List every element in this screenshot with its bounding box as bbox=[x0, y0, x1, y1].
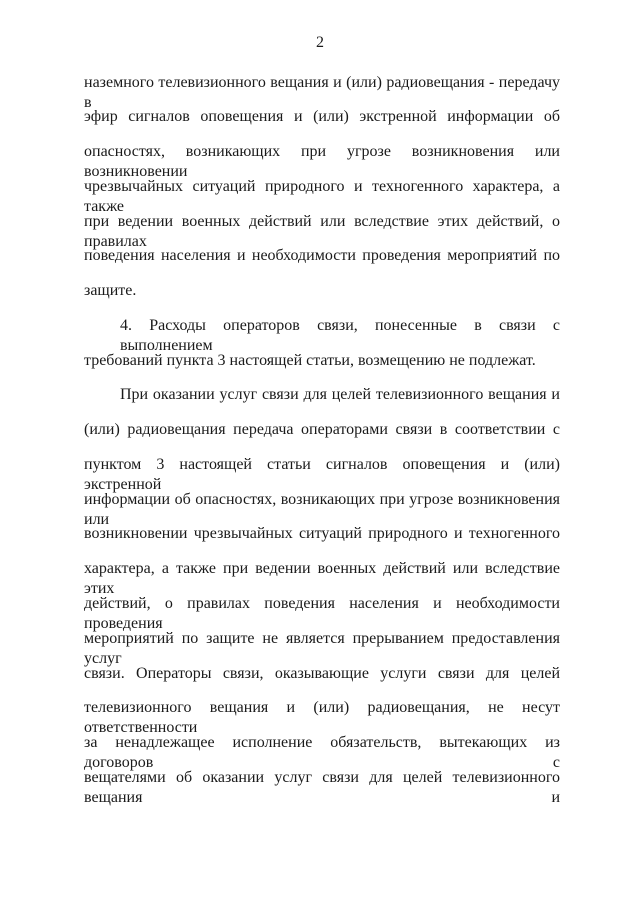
text-line: при ведении военных действий или вследствие этих действий, о правилах bbox=[84, 213, 560, 250]
text-line: чрезвычайных ситуаций природного и техногенного характера, а также bbox=[84, 178, 560, 215]
text-line: защите. bbox=[84, 282, 137, 299]
text-line: 4. Расходы операторов связи, понесенные в связи с выполнением bbox=[120, 317, 560, 354]
text-line: телевизионного вещания и (или) радиовещания, не несут ответственности bbox=[84, 699, 560, 736]
text-line: При оказании услуг связи для целей телевизионного вещания и bbox=[120, 386, 560, 403]
text-line: опасностях, возникающих при угрозе возникновения или возникновении bbox=[84, 143, 560, 180]
text-line: возникновении чрезвычайных ситуаций природного и техногенного bbox=[84, 525, 560, 542]
text-line: требований пункта 3 настоящей статьи, возмещению не подлежат. bbox=[84, 352, 536, 369]
text-line: характера, а также при ведении военных действий или вследствие этих bbox=[84, 560, 560, 597]
text-line: информации об опасностях, возникающих при угрозе возникновения или bbox=[84, 491, 560, 528]
text-line: мероприятий по защите не является прерыванием предоставления услуг bbox=[84, 630, 560, 667]
text-line: эфир сигналов оповещения и (или) экстренной информации об bbox=[84, 108, 560, 125]
text-line: связи. Операторы связи, оказывающие услуги связи для целей bbox=[84, 665, 560, 682]
text-line: за ненадлежащее исполнение обязательств, вытекающих из договоров с bbox=[84, 734, 560, 771]
text-line: (или) радиовещания передача операторами связи в соответствии с bbox=[84, 421, 560, 438]
text-line: действий, о правилах поведения населения и необходимости проведения bbox=[84, 595, 560, 632]
text-line: пунктом 3 настоящей статьи сигналов оповещения и (или) экстренной bbox=[84, 456, 560, 493]
text-line: поведения населения и необходимости проведения мероприятий по bbox=[84, 247, 560, 264]
text-line: наземного телевизионного вещания и (или) радиовещания - передачу в bbox=[84, 74, 560, 111]
page-number: 2 bbox=[316, 34, 324, 51]
text-line: вещателями об оказании услуг связи для целей телевизионного вещания и bbox=[84, 769, 560, 806]
